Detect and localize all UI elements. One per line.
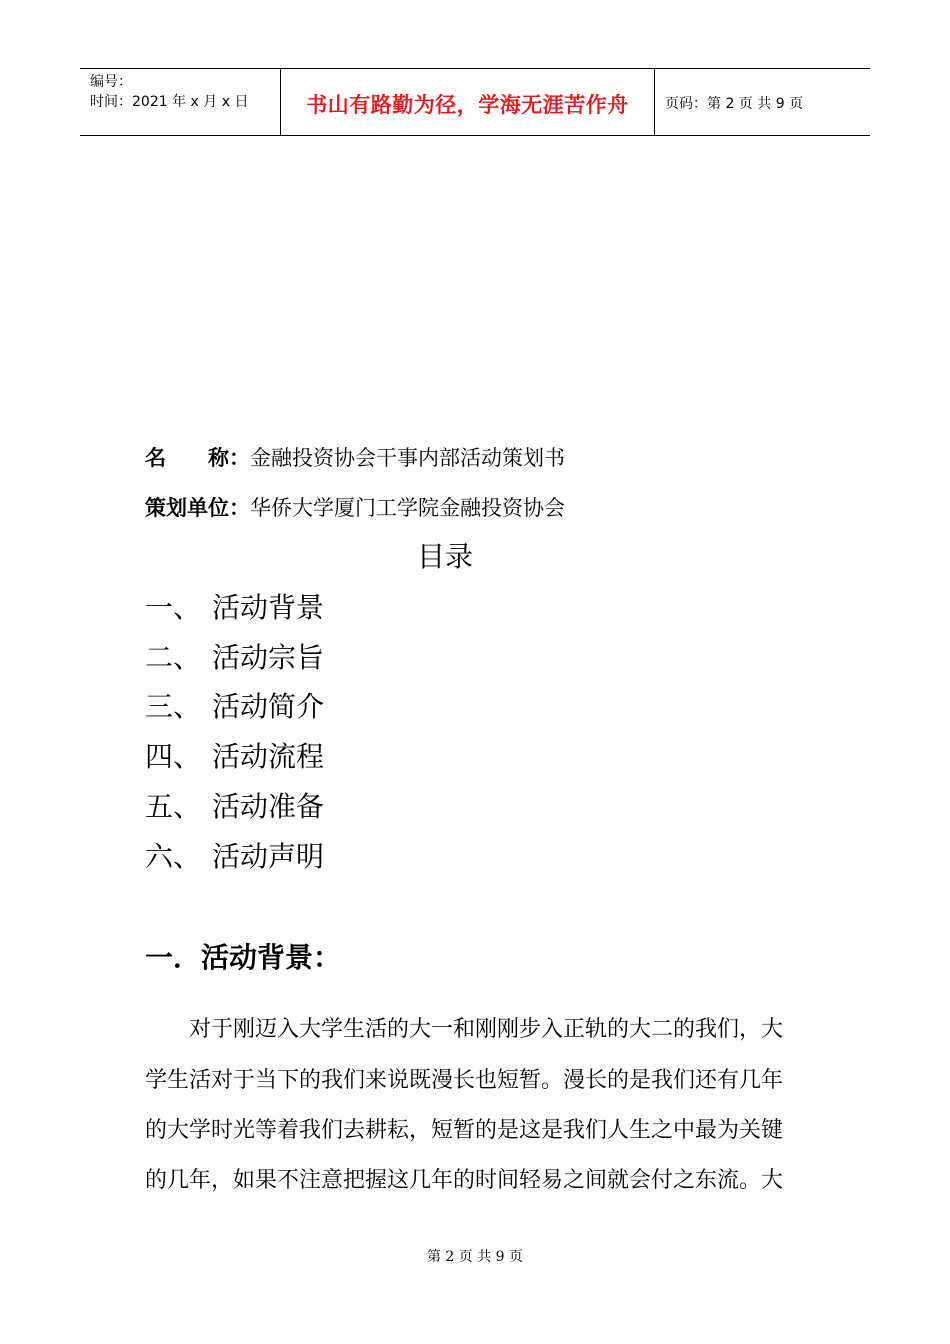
paragraph-line: 对于刚迈入大学生活的大一和刚刚步入正轨的大二的我们，大 — [145, 1017, 784, 1042]
plan-org-value: 华侨大学厦门工学院金融投资协会 — [250, 496, 565, 520]
plan-name-line — [145, 444, 565, 472]
toc-item-label: 活动准备 — [212, 790, 325, 823]
toc-item-number: 六、 — [145, 840, 202, 873]
toc-item-number: 五、 — [145, 790, 202, 823]
toc-item-number: 三、 — [145, 690, 202, 723]
page-header — [80, 68, 870, 136]
plan-org-label: 策划单位： — [145, 496, 250, 520]
header-left-cell — [80, 69, 281, 135]
header-page-info: 页码：第 2 页 共 9 页 — [665, 96, 804, 112]
page-footer: 第 2 页 共 9 页 — [426, 1249, 524, 1265]
toc-item-label: 活动背景 — [212, 591, 325, 624]
paragraph-line: 的大学时光等着我们去耕耘，短暂的是这是我们人生之中最为关键 — [145, 1118, 784, 1143]
toc-title: 目录 — [416, 540, 473, 573]
plan-name-label: 名 称： — [145, 446, 250, 470]
toc-item — [145, 840, 324, 874]
plan-org-line — [145, 494, 565, 522]
section-heading: 一．活动背景： — [145, 941, 342, 974]
toc-item-number: 一、 — [145, 591, 202, 624]
paragraph-line: 学生活对于当下的我们来说既漫长也短暂。漫长的是我们还有几年 — [145, 1068, 784, 1093]
toc-item — [145, 740, 324, 774]
toc-item — [145, 641, 324, 675]
header-motto: 书山有路勤为径，学海无涯苦作舟 — [306, 93, 629, 117]
toc-item — [145, 690, 324, 724]
document-date: 时间：2021 年 x 月 x 日 — [90, 94, 249, 110]
toc-item — [145, 591, 324, 625]
toc-item-number: 二、 — [145, 641, 202, 674]
toc-item-label: 活动简介 — [212, 690, 325, 723]
toc-item — [145, 790, 324, 824]
plan-name-value: 金融投资协会干事内部活动策划书 — [250, 446, 565, 470]
toc-item-label: 活动声明 — [212, 840, 325, 873]
header-motto-cell — [281, 69, 655, 135]
toc-item-label: 活动宗旨 — [212, 641, 325, 674]
toc-item-label: 活动流程 — [212, 740, 325, 773]
toc-item-number: 四、 — [145, 740, 202, 773]
document-number: 编号： — [90, 74, 132, 90]
paragraph-line: 的几年，如果不注意把握这几年的时间轻易之间就会付之东流。大 — [145, 1168, 784, 1193]
